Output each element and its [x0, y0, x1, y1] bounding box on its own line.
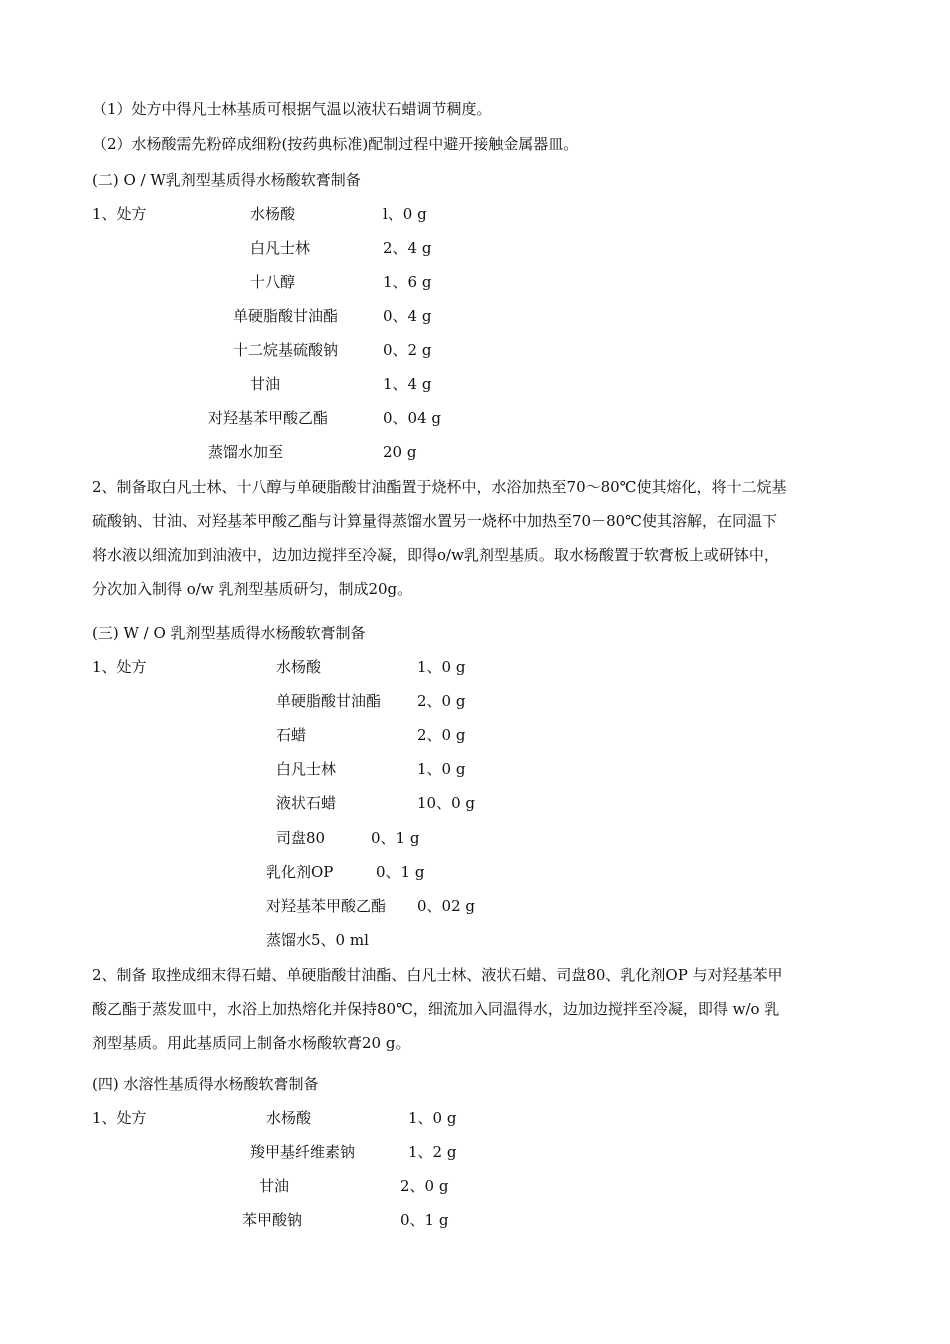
ingredient-amount: 0、02 g: [417, 897, 476, 915]
ingredient-name: 乳化剂OP: [266, 863, 334, 881]
note-1: （1）处方中得凡士林基质可根据气温以液状石蜡调节稠度。: [92, 100, 492, 118]
ingredient-amount: 2、0 g: [417, 692, 466, 710]
ingredient-amount: 2、4 g: [383, 239, 432, 257]
ingredient-amount: 1、6 g: [383, 273, 432, 291]
ingredient-name: 对羟基苯甲酸乙酯: [266, 897, 387, 915]
section-3-preparation: [92, 958, 862, 1060]
ingredient-amount: 0、2 g: [383, 341, 432, 359]
ingredient-amount: 0、1 g: [371, 829, 420, 847]
ingredient-name: 蒸馏水加至: [208, 443, 284, 461]
section-4-heading: (四) 水溶性基质得水杨酸软膏制备: [92, 1075, 319, 1093]
ingredient-amount: 0、1 g: [376, 863, 425, 881]
ingredient-name: 水杨酸: [266, 1109, 312, 1127]
section-2-heading: (二) O / W乳剂型基质得水杨酸软膏制备: [92, 171, 361, 189]
ingredient-amount: 20 g: [383, 443, 417, 461]
ingredient-name: 单硬脂酸甘油酯: [276, 692, 382, 710]
ingredient-amount: 0、04 g: [383, 409, 442, 427]
ingredient-amount: 1、4 g: [383, 375, 432, 393]
ingredient-amount: 10、0 g: [417, 794, 476, 812]
ingredient-name: 苯甲酸钠: [242, 1211, 303, 1229]
preparation-line: 2、制备 取挫成细末得石蜡、单硬脂酸甘油酯、白凡士林、液状石蜡、司盘80、乳化剂OP 与对羟基苯甲: [92, 966, 783, 984]
section-3-formula-label: 1、处方: [92, 658, 147, 676]
section-4-formula-label: 1、处方: [92, 1109, 147, 1127]
preparation-line: 2、制备取白凡士林、十八醇与单硬脂酸甘油酯置于烧杯中，水浴加热至70～80℃使其熔化，将十二烷基: [92, 478, 787, 496]
preparation-line: 分次加入制得 o/w 乳剂型基质研匀，制成20g。: [92, 580, 413, 598]
ingredient-name: 羧甲基纤维素钠: [250, 1143, 356, 1161]
section-3-heading: (三) W / O 乳剂型基质得水杨酸软膏制备: [92, 624, 366, 642]
preparation-line: 酸乙酯于蒸发皿中，水浴上加热熔化并保持80℃，细流加入同温得水，边加边搅拌至冷凝，即得 w/o 乳: [92, 1000, 780, 1018]
ingredient-amount: l、0 g: [383, 205, 427, 223]
ingredient-name: 司盘80: [276, 829, 326, 847]
ingredient-name: 液状石蜡: [276, 794, 337, 812]
ingredient-name: 白凡士林: [276, 760, 337, 778]
ingredient-name: 十二烷基硫酸钠: [233, 341, 339, 359]
ingredient-name: 蒸馏水5、0 ml: [266, 931, 369, 949]
ingredient-name: 白凡士林: [250, 239, 311, 257]
ingredient-name: 单硬脂酸甘油酯: [233, 307, 339, 325]
section-2-preparation: [92, 470, 862, 606]
ingredient-amount: 1、0 g: [408, 1109, 457, 1127]
section-2-formula-label: 1、处方: [92, 205, 147, 223]
preparation-line: 将水液以细流加到油液中，边加边搅拌至冷凝，即得o/w乳剂型基质。取水杨酸置于软膏板上或研钵中，: [92, 546, 779, 564]
ingredient-name: 对羟基苯甲酸乙酯: [208, 409, 329, 427]
note-2: （2）水杨酸需先粉碎成细粉(按药典标准)配制过程中避开接触金属器皿。: [92, 135, 579, 153]
ingredient-amount: 0、1 g: [400, 1211, 449, 1229]
ingredient-name: 甘油: [250, 375, 281, 393]
preparation-line: 硫酸钠、甘油、对羟基苯甲酸乙酯与计算量得蒸馏水置另一烧杯中加热至70－80℃使其溶解，在同温下: [92, 512, 777, 530]
preparation-line: 剂型基质。用此基质同上制备水杨酸软膏20 g。: [92, 1034, 411, 1052]
ingredient-name: 甘油: [259, 1177, 290, 1195]
ingredient-name: 水杨酸: [250, 205, 296, 223]
ingredient-amount: 0、4 g: [383, 307, 432, 325]
ingredient-amount: 2、0 g: [417, 726, 466, 744]
ingredient-amount: 1、0 g: [417, 760, 466, 778]
ingredient-amount: 2、0 g: [400, 1177, 449, 1195]
ingredient-amount: 1、2 g: [408, 1143, 457, 1161]
ingredient-name: 水杨酸: [276, 658, 322, 676]
ingredient-name: 石蜡: [276, 726, 307, 744]
ingredient-name: 十八醇: [250, 273, 296, 291]
ingredient-amount: 1、0 g: [417, 658, 466, 676]
